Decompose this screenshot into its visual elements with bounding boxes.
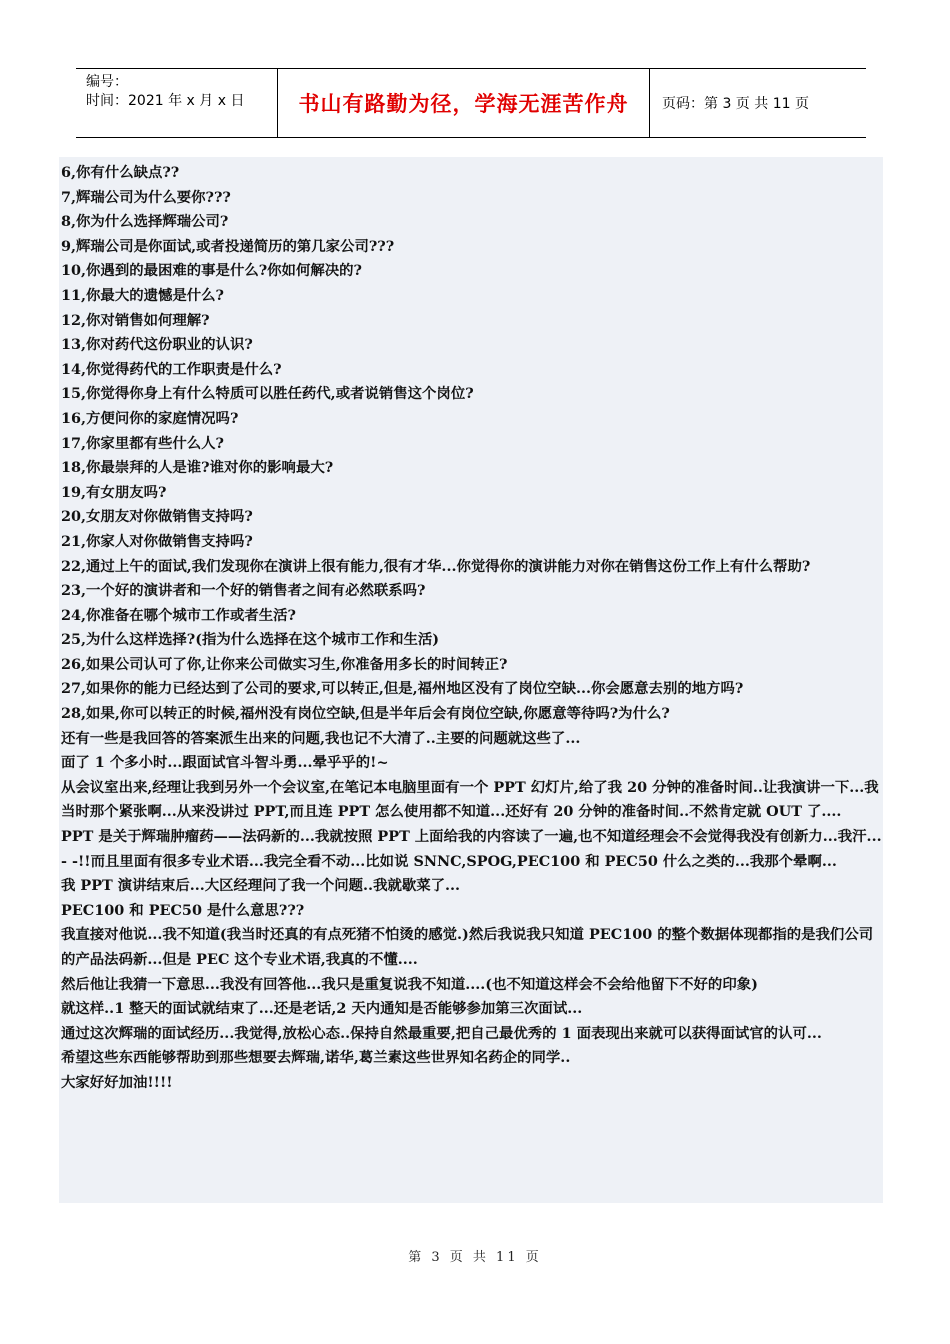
body-paragraph: 我 PPT 演讲结束后...大区经理问了我一个问题..我就歇菜了... <box>61 877 461 895</box>
body-paragraph: 还有一些是我回答的答案派生出来的问题,我也记不大清了..主要的问题就这些了... <box>61 729 581 747</box>
body-paragraph: 22,通过上午的面试,我们发现你在演讲上很有能力,很有才华...你觉得你的演讲能力对你在销售这份工作上有什么帮助? <box>61 557 811 575</box>
body-paragraph: 10,你遇到的最困难的事是什么?你如何解决的? <box>61 262 362 280</box>
body-paragraph: 然后他让我猜一下意思...我没有回答他...我只是重复说我不知道....(也不知道这样会不会给他留下不好的印象) <box>61 975 758 993</box>
body-paragraph: 从会议室出来,经理让我到另外一个会议室,在笔记本电脑里面有一个 PPT 幻灯片,给了我 20 分钟的准备时间..让我演讲一下...我当时那个紧张啊...从来没讲过 PPT,而且连 PPT 怎么使用都不知道...还好有 20 分钟的准备时间..不然肯定就 OUT 了.... <box>61 778 879 821</box>
body-paragraph: 28,如果,你可以转正的时候,福州没有岗位空缺,但是半年后会有岗位空缺,你愿意等待吗?为什么? <box>61 705 670 723</box>
body-paragraph: 8,你为什么选择辉瑞公司? <box>61 213 229 231</box>
body-paragraph: 18,你最崇拜的人是谁?谁对你的影响最大? <box>61 459 334 477</box>
body-paragraph: 19,有女朋友吗? <box>61 483 167 501</box>
body-paragraph: PEC100 和 PEC50 是什么意思??? <box>61 901 305 919</box>
date-label: 时间：2021 年 x 月 x 日 <box>86 93 245 109</box>
body-paragraph: 通过这次辉瑞的面试经历...我觉得,放松心态..保持自然最重要,把自己最优秀的 1 面表现出来就可以获得面试官的认可... <box>61 1024 822 1042</box>
body-paragraph: 14,你觉得药代的工作职责是什么? <box>61 360 282 378</box>
body-paragraph: 16,方便问你的家庭情况吗? <box>61 409 239 427</box>
body-paragraph: 26,如果公司认可了你,让你来公司做实习生,你准备用多长的时间转正? <box>61 655 508 673</box>
body-paragraph: 7,辉瑞公司为什么要你??? <box>61 188 231 206</box>
body-paragraph: 27,如果你的能力已经达到了公司的要求,可以转正,但是,福州地区没有了岗位空缺...你会愿意去别的地方吗? <box>61 680 744 698</box>
header-meta <box>76 69 278 137</box>
body-paragraph: 13,你对药代这份职业的认识? <box>61 336 253 354</box>
page-header <box>76 68 866 138</box>
body-paragraph: PPT 是关于辉瑞肿瘤药——法码新的...我就按照 PPT 上面给我的内容读了一遍,也不知道经理会不会觉得我没有创新力...我汗...- -!!而且里面有很多专业术语...我完全看不动...比如说 SNNC,SPOG,PEC100 和 PEC50 什么之类的...我那个晕啊... <box>61 828 882 870</box>
body-paragraph: 11,你最大的遗憾是什么? <box>61 286 224 304</box>
body-paragraph: 希望这些东西能够帮助到那些想要去辉瑞,诺华,葛兰素这些世界知名药企的同学.. <box>61 1049 571 1067</box>
serial-number-label: 编号： <box>86 74 128 90</box>
body-paragraph: 12,你对销售如何理解? <box>61 311 210 329</box>
document-body <box>59 157 883 1203</box>
page-footer: 第 3 页 共 11 页 <box>408 1250 542 1265</box>
body-paragraph: 6,你有什么缺点?? <box>61 164 180 181</box>
header-page-info: 页码：第 3 页 共 11 页 <box>662 96 809 112</box>
body-paragraph: 就这样..1 整天的面试就结束了...还是老话,2 天内通知是否能够参加第三次面试... <box>61 1000 583 1018</box>
body-paragraph: 21,你家人对你做销售支持吗? <box>61 532 253 550</box>
body-paragraph: 17,你家里都有些什么人? <box>61 434 224 452</box>
body-paragraph: 20,女朋友对你做销售支持吗? <box>61 508 253 526</box>
body-paragraph: 24,你准备在哪个城市工作或者生活? <box>61 606 296 624</box>
body-paragraph: 25,为什么这样选择?(指为什么选择在这个城市工作和生活) <box>61 631 440 649</box>
body-paragraph: 15,你觉得你身上有什么特质可以胜任药代,或者说销售这个岗位? <box>61 385 474 403</box>
body-paragraph: 面了 1 个多小时...跟面试官斗智斗勇...晕乎乎的!~ <box>61 754 389 772</box>
body-paragraph: 大家好好加油!!!! <box>61 1073 173 1091</box>
body-paragraph: 我直接对他说...我不知道(我当时还真的有点死猪不怕烫的感觉.)然后我说我只知道 PEC100 的整个数据体现都指的是我们公司的产品法码新...但是 PEC 这个专业术语,我真的不懂.... <box>61 926 874 968</box>
header-motto: 书山有路勤为径，学海无涯苦作舟 <box>278 69 650 137</box>
body-paragraph: 9,辉瑞公司是你面试,或者投递简历的第几家公司??? <box>61 237 395 255</box>
body-paragraph: 23,一个好的演讲者和一个好的销售者之间有必然联系吗? <box>61 582 426 600</box>
